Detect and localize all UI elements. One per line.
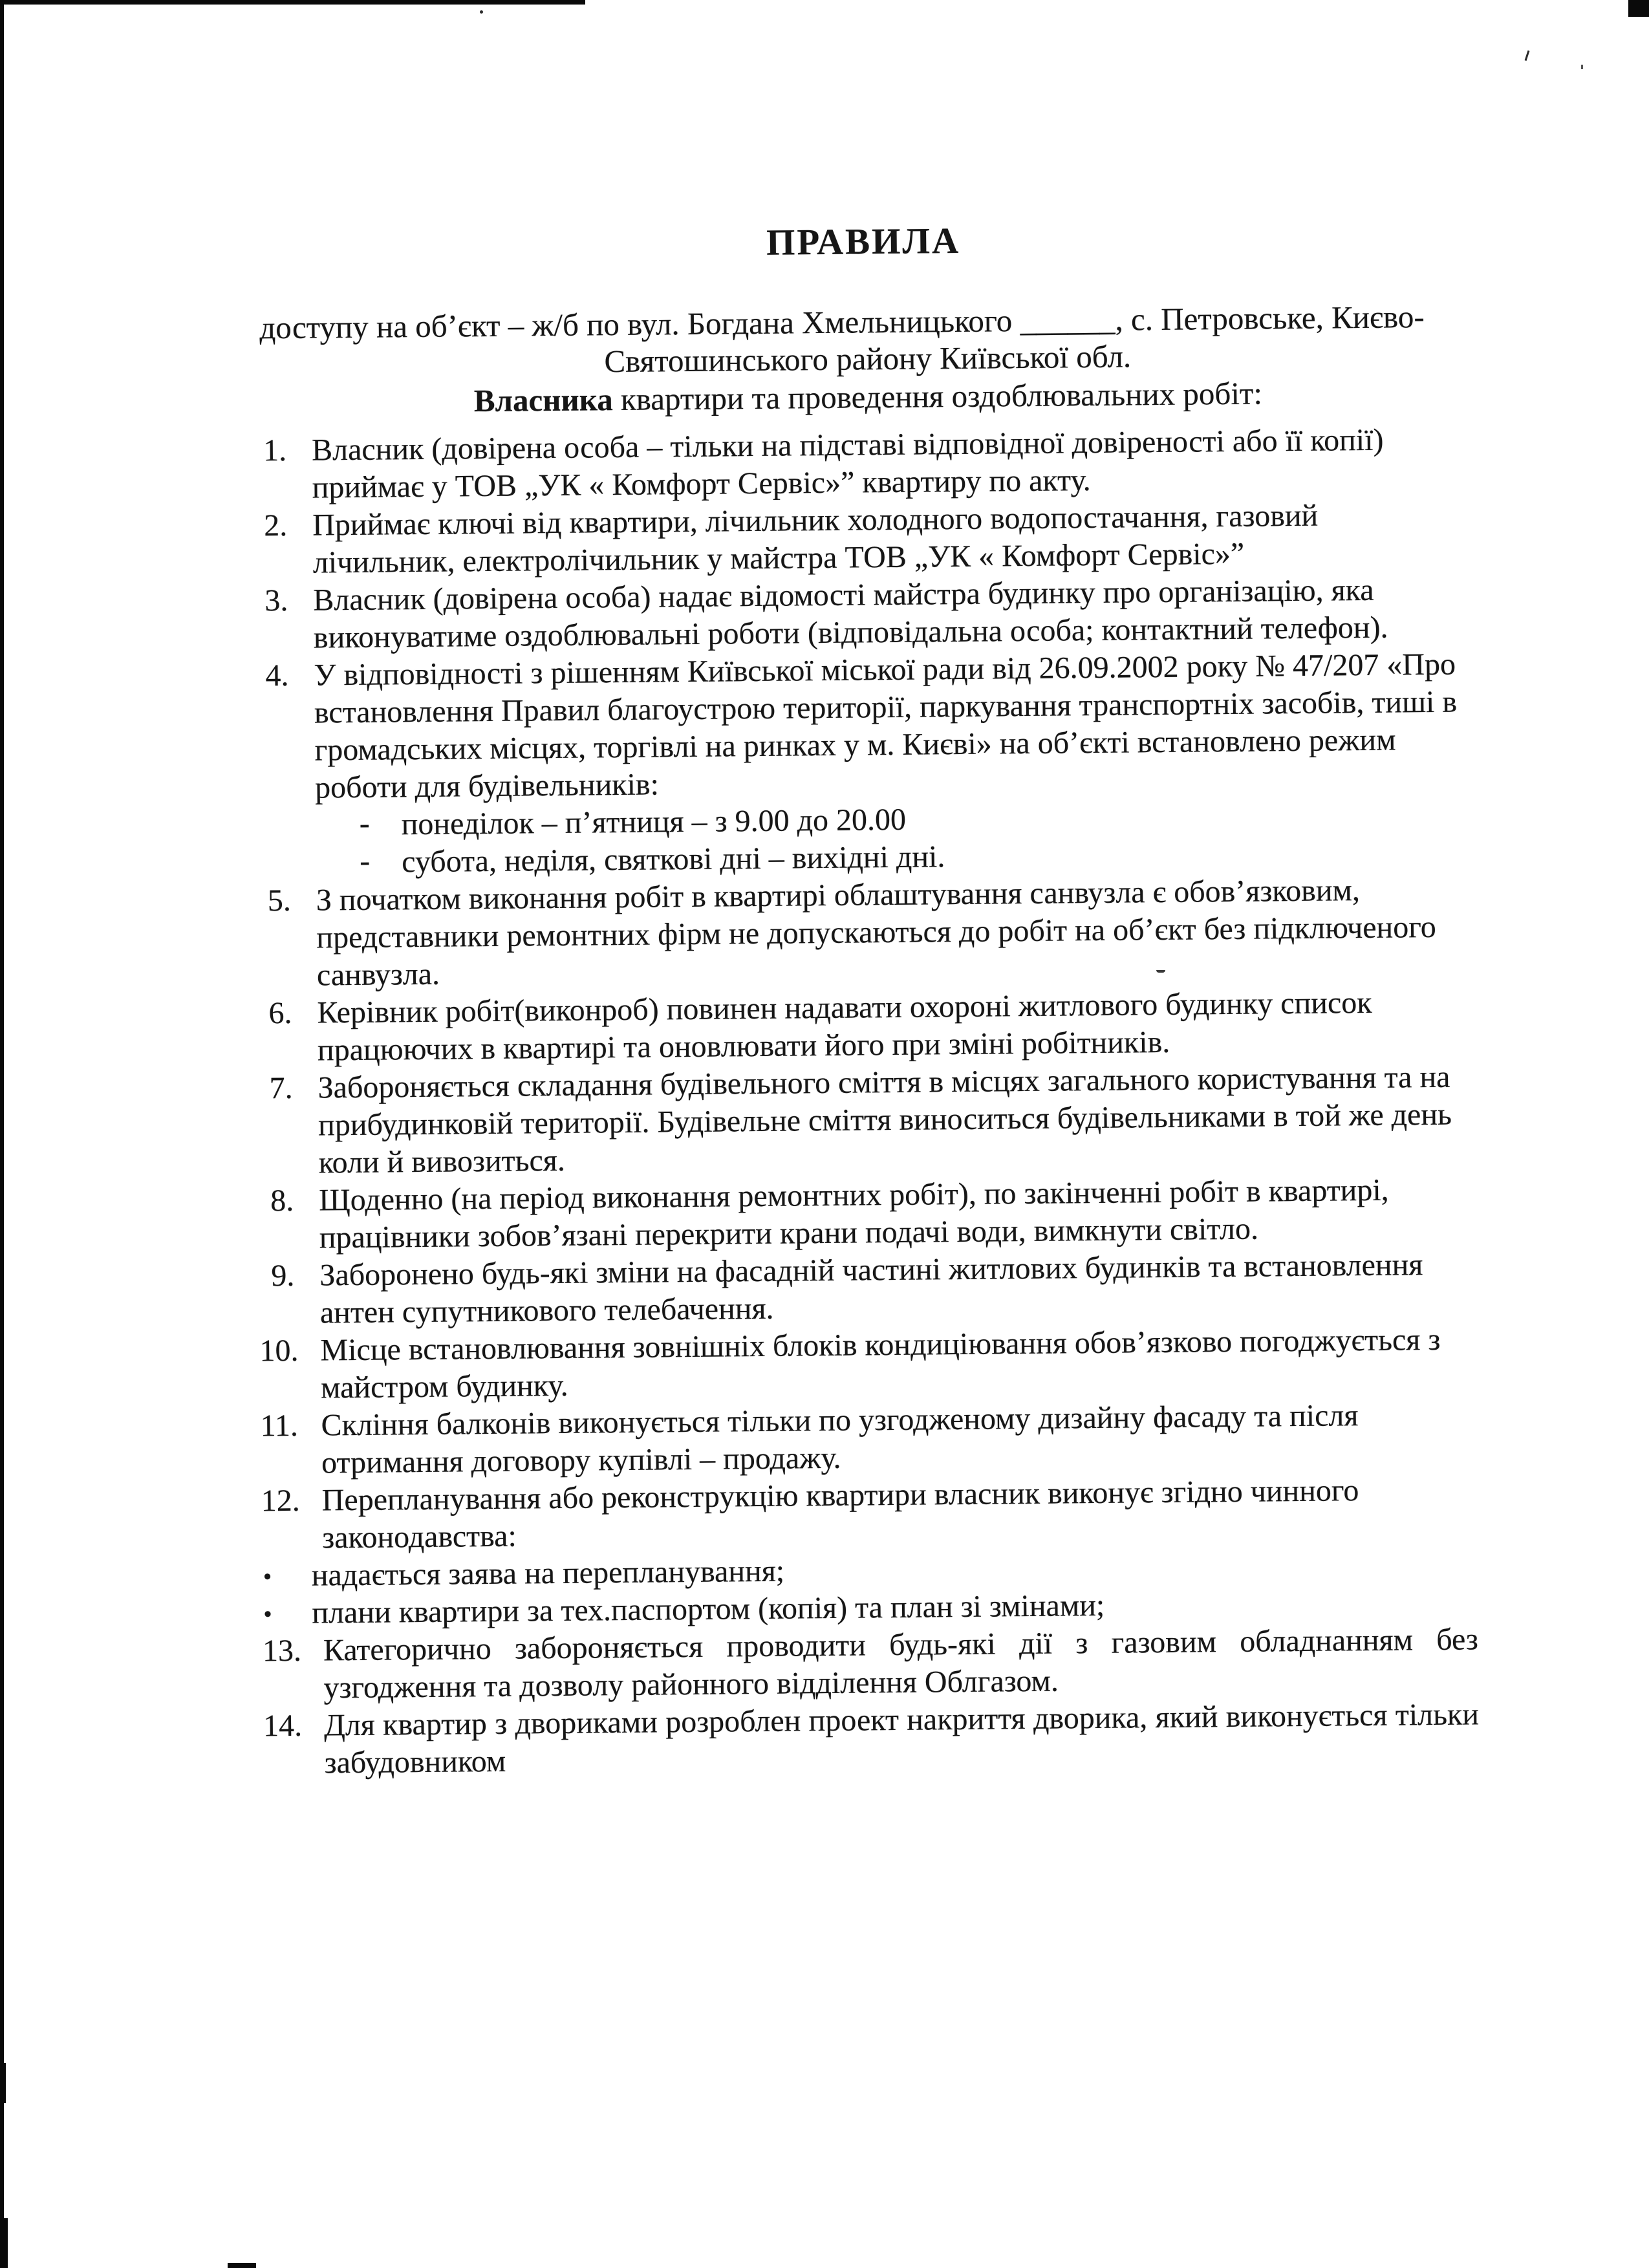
bullet-marker: • xyxy=(263,1563,272,1591)
rule-item-11 xyxy=(260,1396,1476,1482)
rule-item-1 xyxy=(251,420,1467,507)
rule-text: Забороняється складання будівельного сміття в місцях загального користування та на прибудинковій території. Будівельне сміття виноситься будівельниками в той же день коли й вивозиться. xyxy=(318,1059,1452,1180)
rule-number: 5. xyxy=(267,883,292,918)
scan-edge-bottom-mark xyxy=(228,2263,256,2268)
rule-number: 9. xyxy=(271,1258,295,1293)
scan-speck xyxy=(1581,65,1583,69)
scan-edge-left-blob xyxy=(0,2218,8,2268)
rule-text: Керівник робіт(виконроб) повинен надавати охороні житлового будинку список працюючих в квартирі та оновлювати його при зміні робітників. xyxy=(317,985,1372,1068)
rule-item-9 xyxy=(259,1246,1475,1332)
scan-edge-left-mark xyxy=(0,2063,6,2103)
document-header xyxy=(259,297,1476,421)
rule-text: Перепланування або реконструкцію квартири власник виконує згідно чинного законодавства: xyxy=(321,1473,1359,1555)
header-line-address: доступу на об’єкт – ж/б по вул. Богдана Хмельницького ______, с. Петровське, Києво- xyxy=(259,299,1425,346)
rule-number: 6. xyxy=(268,995,292,1031)
dash-marker: - xyxy=(359,843,371,878)
header-owner-bold: Власника xyxy=(473,382,613,419)
scan-speck xyxy=(480,10,483,14)
rules-list xyxy=(251,420,1480,1782)
rule-text: З початком виконання робіт в квартирі облаштування санвузла є обов’язковим, представники ремонтних фірм не допускаються до робіт на об’єкт без підключеного санвузла. xyxy=(316,873,1436,993)
rule-item-14 xyxy=(263,1696,1480,1782)
rule-number: 1. xyxy=(263,433,287,468)
rule-item-12 xyxy=(261,1471,1477,1557)
rule-item-6 xyxy=(256,983,1472,1070)
header-owner-rest: квартири та проведення оздоблювальних робіт: xyxy=(612,375,1263,418)
dash-marker: - xyxy=(359,806,370,841)
rule-number: 12. xyxy=(261,1483,300,1518)
schedule-text: субота, неділя, святкові дні – вихідні дні. xyxy=(401,839,945,880)
rule-text: У відповідності з рішенням Київської міської ради від 26.09.2002 року № 47/207 «Про встановлення Правил благоустрою території, паркування транспортніх засобів, тиші в громадських місцях, торгівлі на ринках у м. Києві» на об’єкті встановлено режим роботи для будівельників: xyxy=(314,647,1458,805)
rule-item-13 xyxy=(263,1621,1479,1707)
scan-edge-top xyxy=(0,0,585,5)
header-line-district: Святошинського району Київської обл. xyxy=(604,338,1132,380)
rule-number: 2. xyxy=(263,508,288,543)
rule-number: 14. xyxy=(263,1708,303,1744)
rule-number: 11. xyxy=(260,1408,299,1443)
rule-item-8 xyxy=(258,1171,1474,1257)
rule-item-7 xyxy=(257,1058,1474,1182)
scan-edge-left xyxy=(0,0,4,2268)
scan-corner-top-right xyxy=(1628,0,1649,17)
rule-item-10 xyxy=(259,1321,1476,1407)
rule-text: Для квартир з двориками розроблен проект накриття дворика, який виконується тільки забудовником xyxy=(323,1697,1480,1780)
rule-number: 4. xyxy=(265,658,289,693)
document-title: ПРАВИЛА xyxy=(766,220,961,263)
rule-text: Власник (довірена особа – тільки на підставі відповідної довіреності або її копії) приймає у ТОВ „УК « Комфорт Сервіс»” квартиру по акту. xyxy=(311,422,1384,505)
rule-number: 10. xyxy=(259,1333,299,1368)
rule-text: Приймає ключі від квартири, лічильник холодного водопостачання, газовий лічильник, електролічильник у майстра ТОВ „УК « Комфорт Сервіс»” xyxy=(312,498,1319,580)
rule-text: Скління балконів виконується тільки по узгодженому дизайну фасаду та після отримання договору купівлі – продажу. xyxy=(321,1398,1359,1480)
rule-item-2 xyxy=(252,495,1468,582)
rule-text: Категорично забороняється проводити будь-які дії з газовим обладнанням без узгодження та дозволу районного відділення Облгазом. xyxy=(323,1622,1479,1705)
rule-number: 7. xyxy=(269,1070,293,1106)
rule-text: Щоденно (на період виконання ремонтних робіт), по закінченні робіт в квартирі, працівники зобов’язані перекрити крани подачі води, вимкнути світло. xyxy=(319,1172,1389,1255)
rule-item-3 xyxy=(252,570,1469,657)
bullet-marker: • xyxy=(263,1601,272,1628)
rule-number: 13. xyxy=(262,1633,302,1669)
bullet-text: плани квартири за тех.паспортом (копія) та план зі змінами; xyxy=(312,1588,1105,1630)
rule-text: Місце встановлювання зовнішніх блоків кондиціювання обов’язково погоджується з майстром будинку. xyxy=(320,1322,1441,1405)
rule-item-4 xyxy=(253,645,1470,807)
rule-text: Заборонено будь-які зміни на фасадній частині житлових будинків та встановлення антен супутникового телебачення. xyxy=(319,1247,1423,1330)
rule-number: 3. xyxy=(264,583,288,618)
rule-number: 8. xyxy=(270,1183,294,1218)
schedule-text: понеділок – п’ятниця – з 9.00 до 20.00 xyxy=(401,802,907,842)
bullet-text: надається заява на перепланування; xyxy=(311,1553,785,1593)
rule-text: Власник (довірена особа) надає відомості майстра будинку про організацію, яка виконуватиме оздоблювальні роботи (відповідальна особа; контактний телефон). xyxy=(313,572,1388,655)
rule-item-5 xyxy=(255,870,1472,995)
scan-speck xyxy=(1156,970,1165,973)
